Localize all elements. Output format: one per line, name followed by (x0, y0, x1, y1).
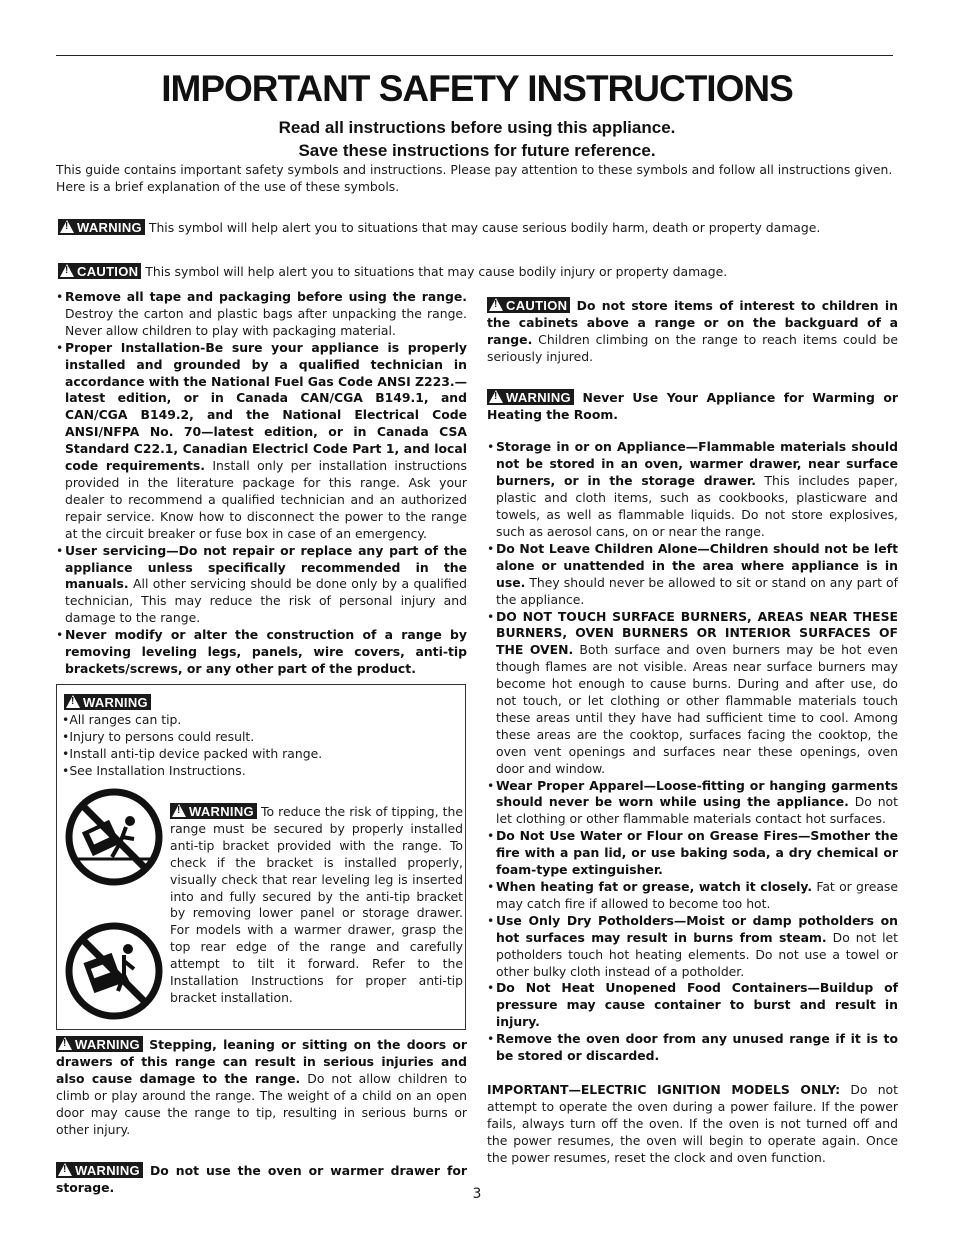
subtitle-save: Save these instructions for future reference. (298, 141, 656, 160)
list-item: • Storage in or on Appliance—Flammable materials should not be stored in an oven, warmer drawer, near surface burners, or in the storage drawer. This includes paper, plastic and cloth items, such as cookbooks, plasticware and towels, as well as flammable liquids. Do not store explosives, such as aerosol cans, on or near the range. (487, 439, 898, 540)
warning-badge: !WARNING (56, 1162, 143, 1178)
warning-badge: !WARNING (170, 803, 257, 819)
alert-triangle-icon (60, 220, 74, 233)
no-standing-on-door-icon (64, 787, 164, 887)
list-item: • See Installation Instructions. (62, 763, 322, 780)
list-item: • When heating fat or grease, watch it closely. Fat or grease may catch fire if allowed to become too hot. (487, 879, 898, 913)
children-caution: !CAUTION Do not store items of interest to children in the cabinets above a range or on the backguard of a range. Children climbing on the range to reach items could be seriously injured. (487, 297, 898, 366)
right-column (487, 297, 898, 1167)
anti-tip-instructions: !WARNING To reduce the risk of tipping, the range must be secured by properly installed anti-tip bracket provided with the range. To check if the bracket is installed properly, visually check that rear leveling leg is inserted into and fully secured by the anti-tip bracket by removing lower panel or storage drawer. For models with a warmer drawer, grasp the top rear edge of the range and carefully attempt to tilt it forward. Refer to the Installation Instructions for proper anti-tip bracket installation. (170, 803, 463, 1007)
list-item: • All ranges can tip. (62, 712, 322, 729)
warning-badge: !WARNING (487, 389, 574, 405)
intro-paragraph: This guide contains important safety symbols and instructions. Please pay attention to these symbols and follow all instructions given. Here is a brief explanation of the use of these symbols. (56, 162, 893, 194)
warning-symbol-explanation: !WARNING This symbol will help alert you to situations that may cause serious bodily harm, death or property damage. (58, 219, 820, 236)
caution-badge: !CAUTION (487, 297, 570, 313)
heating-warning: !WARNING Never Use Your Appliance for Warming or Heating the Room. (487, 389, 898, 424)
warning-badge: !WARNING (56, 1036, 143, 1052)
storage-warning: !WARNING Do not use the oven or warmer drawer for storage. (56, 1162, 467, 1197)
anti-tip-warning-box (56, 684, 466, 1030)
list-item: • DO NOT TOUCH SURFACE BURNERS, AREAS NEAR THESE BURNERS, OVEN BURNERS OR INTERIOR SURFACES OF THE OVEN. Both surface and oven burners may be hot even though flames are not visible. Areas near surface burners may become hot enough to cause burns. During and after use, do not touch, or let clothing or other flammable materials touch these areas until they have had sufficient time to cool. Among these areas are the cooktop, surfaces facing the cooktop, the oven vent openings and surfaces near these openings, oven door and window. (487, 609, 898, 778)
alert-triangle-icon (489, 390, 503, 403)
alert-triangle-icon (66, 695, 80, 708)
list-item: • Do Not Heat Unopened Food Containers—Buildup of pressure may cause container to burst and result in injury. (487, 980, 898, 1031)
list-item: • Proper Installation-Be sure your appliance is properly installed and grounded by a qualified technician in accordance with the National Fuel Gas Code ANSI Z223.—latest edition, or in Canada CAN/CGA B149.1, and CAN/CGA B149.2, and the National Electrical Code ANSI/NFPA No. 70—latest edition, or in Canada CSA Standard C22.1, Canadian Electricl Code Part 1, and local code requirements. Install only per installation instructions provided in the literature package for this range. Ask your dealer to recommend a qualified technician and an authorized repair service. Know how to disconnect the power to the range at the circuit breaker or fuse box in case of an emergency. (56, 340, 467, 543)
alert-triangle-icon (172, 804, 186, 817)
caution-symbol-explanation: !CAUTION This symbol will help alert you to situations that may cause bodily injury or property damage. (58, 263, 727, 280)
no-tipping-range-icon (64, 921, 164, 1021)
list-item: • Do Not Use Water or Flour on Grease Fires—Smother the fire with a pan lid, or use baking soda, a dry chemical or foam-type extinguisher. (487, 828, 898, 879)
top-rule (56, 55, 893, 56)
list-item: • User servicing—Do not repair or replace any part of the appliance unless specifically recommended in the manuals. All other servicing should be done only by a qualified technician, This may reduce the risk of personal injury and damage to the range. (56, 543, 467, 628)
list-item: • Never modify or alter the construction of a range by removing leveling legs, panels, wire covers, anti-tip brackets/screws, or any other part of the product. (56, 627, 467, 678)
list-item: • Remove all tape and packaging before using the range. Destroy the carton and plastic bags after unpacking the range. Never allow children to play with packaging material. (56, 289, 467, 340)
warning-badge: !WARNING (58, 219, 145, 235)
list-item: • Remove the oven door from any unused range if it is to be stored or discarded. (487, 1031, 898, 1065)
stepping-warning: !WARNING Stepping, leaning or sitting on the doors or drawers of this range can result in serious injuries and also cause damage to the range. Do not allow children to climb or play around the range. The weight of a child on an open door may cause the range to tip, resulting in serious burns or other injury. (56, 1036, 467, 1138)
alert-triangle-icon (60, 264, 74, 277)
list-item: • Use Only Dry Potholders—Moist or damp potholders on hot surfaces may result in burns from steam. Do not let potholders touch hot heating elements. Do not use a towel or other bulky cloth instead of a potholder. (487, 913, 898, 981)
anti-tip-list (62, 712, 322, 780)
electric-ignition-note: IMPORTANT—ELECTRIC IGNITION MODELS ONLY: Do not attempt to operate the oven during a power failure. If the power fails, always turn off the oven. If the oven is not turned off and the power resumes, the oven will begin to operate again. Once the power resumes, reset the clock and oven function. (487, 1081, 898, 1165)
page-title: IMPORTANT SAFETY INSTRUCTIONS (161, 68, 793, 109)
alert-triangle-icon (58, 1037, 72, 1050)
list-item: • Do Not Leave Children Alone—Children should not be left alone or unattended in the area where appliance is in use. They should never be allowed to sit or stand on any part of the appliance. (487, 541, 898, 609)
left-column-lower (56, 1036, 467, 1197)
subtitle-read: Read all instructions before using this appliance. (278, 118, 676, 137)
page-number: 3 (472, 1186, 482, 1202)
list-item: • Wear Proper Apparel—Loose-fitting or hanging garments should never be worn while using the appliance. Do not let clothing or other flammable materials contact hot surfaces. (487, 778, 898, 829)
list-item: • Install anti-tip device packed with range. (62, 746, 322, 763)
caution-badge: !CAUTION (58, 263, 141, 279)
alert-triangle-icon (58, 1163, 72, 1176)
list-item: • Injury to persons could result. (62, 729, 322, 746)
warning-badge: !WARNING (64, 692, 151, 711)
left-column (56, 289, 467, 678)
alert-triangle-icon (489, 298, 503, 311)
